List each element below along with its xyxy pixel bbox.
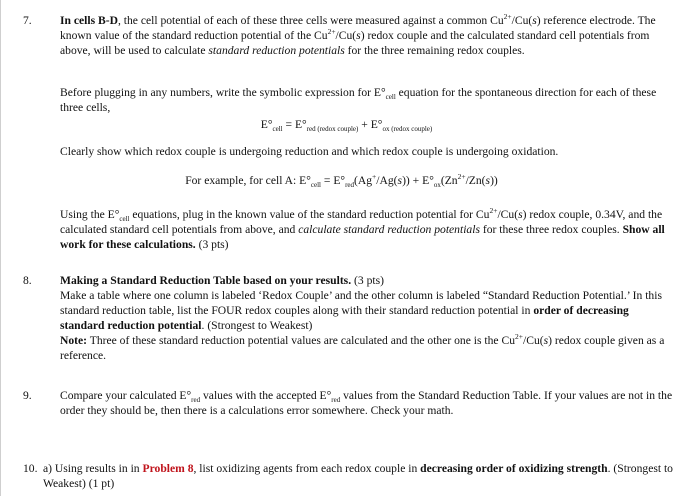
q8-text: Making a Standard Reduction Table based on your results. (3 pts) Make a table where one column is labeled ‘Redox Couple’ and the other column is labeled “Standard Reduction Potential.’ In this standard reduction table, list the FOUR redox couples along with their standard reduction potential in order of decreasing standard reduction potential. (Strongest to Weakest) Note: Three of these standard reduction potential values are calculated and the other one is the $Cu^{2+}/Cu(s)$ redox couple given as a reference. [60, 274, 665, 362]
q7-show-couples: Clearly show which redox couple is undergoing reduction and which redox couple is undergoing oxidation. [60, 145, 559, 158]
question-number: 9. [23, 389, 32, 402]
question-number: 8. [23, 274, 32, 287]
q7-symbolic-instruction: Before plugging in any numbers, write the symbolic expression for $E^\circ_{cell}$ equation for the spontaneous direction for each of these three cells, [60, 86, 657, 114]
question-number: 10. [23, 462, 38, 475]
cell-a-example: For example, for cell A: $E^\circ_{cell} = E^\circ_{red}(Ag^+/Ag(s)) + E^\circ_{ox}(Zn^{2+}/Zn(s))$ [185, 172, 498, 189]
ecell-equation: $E^\circ_{cell} = E^\circ_{red (redox couple)} + E^\circ_{ox (redox couple)}$ [260, 118, 433, 133]
q7-calculation-instruction: Using the $E^\circ_{cell}$ equations, plug in the known value of the standard reduction potential for $Cu^{2+}/Cu(s)$ redox couple, 0.34V, and the calculated standard cell potentials from above, and calculate standard reduction potentials for these three redox couples. Show all work for these calculations. (3 pts) [60, 206, 665, 251]
q10-text: a) Using results in in Problem 8, list oxidizing agents from each redox couple in decreasing order of oxidizing strength. (Strongest to Weakest) (1 pt) [43, 462, 673, 490]
problem-8-reference: Problem 8 [142, 462, 194, 475]
question-number: 7. [23, 14, 32, 27]
q9-text: Compare your calculated $E^\circ_{red}$ values with the accepted $E^\circ_{red}$ values from the Standard Reduction Table. If your values are not in the order they should be, then there is a calculations error somewhere. Check your math. [60, 389, 673, 417]
q7-intro: In cells B-D, the cell potential of each of these three cells were measured against a common $Cu^{2+}/Cu(s)$ reference electrode. The known value of the standard reduction potential of the $Cu^{2+}/Cu(s)$ redox couple and the calculated standard cell potentials from above, will be used to calculate standard reduction potentials for the three remaining redox couples. [60, 12, 656, 57]
